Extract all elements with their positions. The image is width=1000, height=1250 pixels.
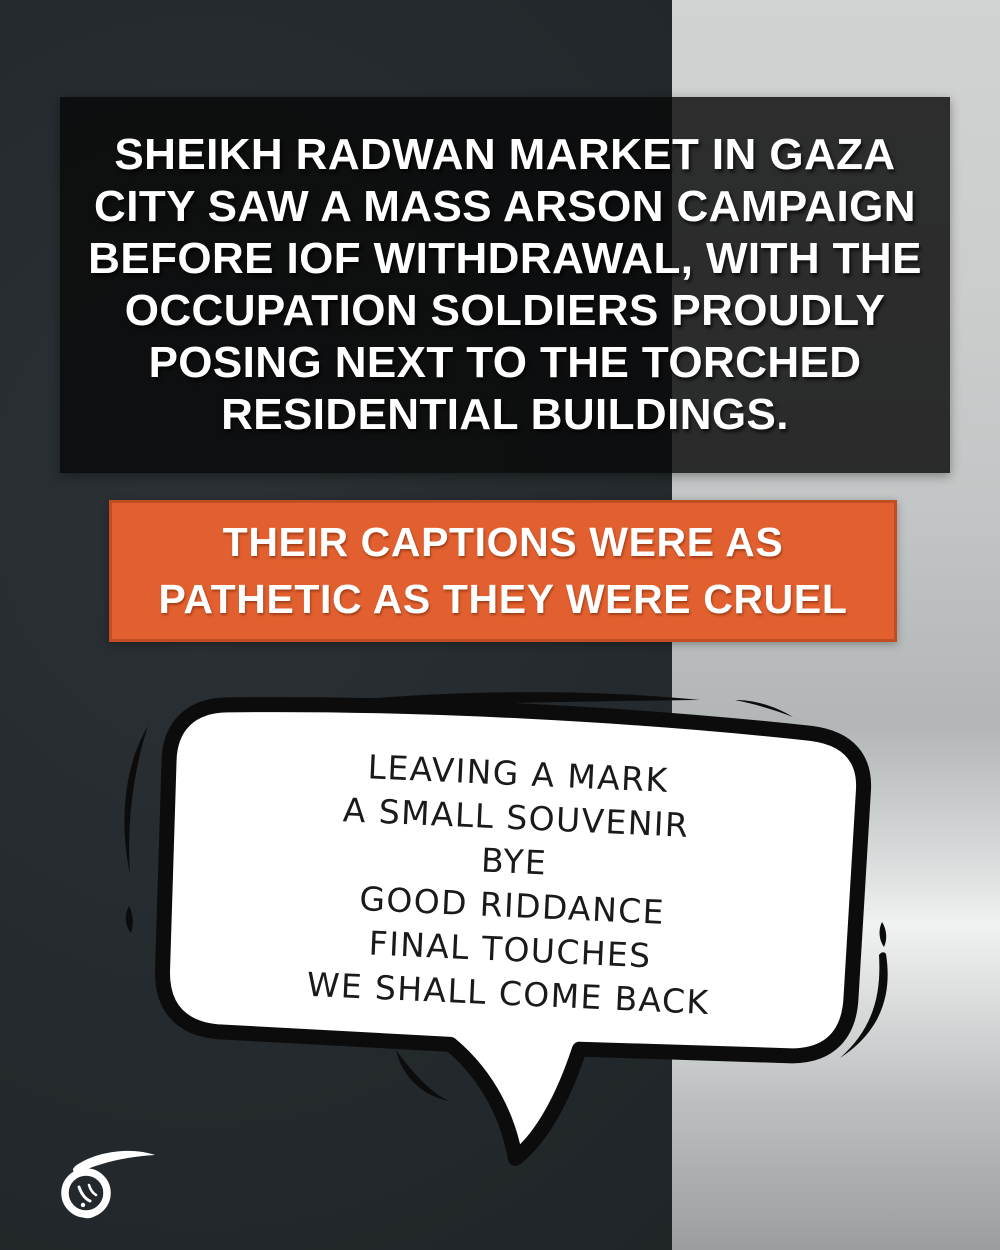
bubble-line: GOOD RIDDANCE — [358, 879, 666, 932]
al-mayadeen-logo-icon — [50, 1146, 160, 1221]
bubble-accent-left-arc — [124, 726, 148, 874]
headline-line: RESIDENTIAL BUILDINGS. — [221, 390, 789, 439]
speech-bubble-text — [194, 738, 832, 1036]
bubble-line: A SMALL SOUVENIR — [342, 790, 691, 845]
bubble-line: WE SHALL COME BACK — [306, 964, 711, 1023]
caption-box — [109, 500, 897, 642]
headline-box — [60, 97, 950, 473]
caption-line: THEIR CAPTIONS WERE AS — [222, 519, 784, 565]
speech-bubble — [90, 660, 930, 1180]
headline-line: SHEIKH RADWAN MARKET IN GAZA — [114, 130, 896, 179]
bubble-line: BYE — [480, 840, 549, 883]
bubble-accent-left-teardrop — [126, 906, 133, 933]
bubble-accent-top-dash — [735, 700, 793, 717]
bubble-accent-right-teardrop — [880, 922, 887, 947]
headline-line: POSING NEXT TO THE TORCHED — [148, 338, 862, 387]
headline-line: BEFORE IOF WITHDRAWAL, WITH THE — [88, 234, 922, 283]
logo-swoosh — [73, 1151, 155, 1173]
caption-line: PATHETIC AS THEY WERE CRUEL — [158, 576, 848, 622]
bubble-line: LEAVING A MARK — [366, 747, 670, 800]
bubble-accent-tail-crescent — [396, 1050, 449, 1101]
bubble-line: FINAL TOUCHES — [367, 923, 653, 976]
bubble-accent-top-stroke — [318, 692, 700, 704]
headline-line: CITY SAW A MASS ARSON CAMPAIGN — [94, 182, 916, 231]
headline-line: OCCUPATION SOLDIERS PROUDLY — [124, 286, 886, 335]
